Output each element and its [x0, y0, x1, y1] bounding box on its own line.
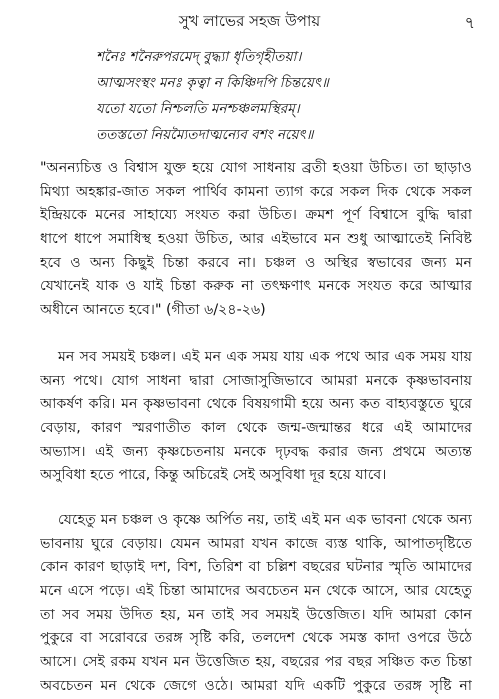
text-line: অভ্যাস। এই জন্য কৃষ্ণচেতনায় মনকে দৃঢ়বদ্ধ করার জন্য প্রথমে অত্যন্ত	[40, 443, 472, 460]
running-title: সুখ লাভের সহজ উপায়	[178, 12, 321, 30]
text-line: কোন কারণ ছাড়াই দশ, বিশ, তিরিশ বা চল্লিশ বছরের ঘটনার স্মৃতি আমাদের	[40, 559, 472, 576]
text-line: অসুবিধা হতে পারে, কিন্তু অচিরেই সেই অসুবিধা দূর হয়ে যাবে।	[40, 467, 387, 484]
text-line: অন্য পথে। যোগ সাধনা দ্বারা সোজাসুজিভাবে আমরা মনকে কৃষ্ণভাবনায়	[40, 372, 472, 389]
text-line: আসে। সেই রকম যখন মন উত্তেজিত হয়, বছরের পর বছর সঞ্চিত কত চিন্তা	[40, 654, 472, 671]
page-number: ৭	[464, 13, 475, 32]
text-line: ইন্দ্রিয়কে মনের সাহায্যে সংযত করা উচিত। ক্রমশ পূর্ণ বিশ্বাসে বুদ্ধি দ্বারা	[40, 207, 472, 224]
text-line: যেখানেই যাক ও যাই চিন্তা করুক না তৎক্ষণাৎ মনকে সংযত করে আত্মার	[40, 278, 472, 295]
verse-line: যতো যতো নিশ্চলতি মনশ্চঞ্চলমস্থিরম্‌।	[96, 101, 300, 117]
text-line: "অনন্যচিত্ত ও বিশ্বাস যুক্ত হয়ে যোগ সাধনায় ব্রতী হওয়া উচিত। তা ছাড়াও	[40, 160, 472, 176]
text-line: আকর্ষণ করি। মন কৃষ্ণভাবনা থেকে বিষয়গামী হয়ে অন্য কত বাহ্যবস্তুতে ঘুরে	[40, 396, 472, 413]
running-header	[0, 8, 499, 36]
sanskrit-verse	[96, 44, 476, 148]
text-line: অধীনে আনতে হবে।" (গীতা ৬/২৪-২৬)	[40, 302, 266, 319]
text-line: অবচেতন মন থেকে জেগে ওঠে। আমরা যদি একটি পুকুরে তরঙ্গ সৃষ্টি না	[40, 677, 472, 694]
text-line: মন সব সময়ই চঞ্চল। এই মন এক সময় যায় এক পথে আর এক সময় যায়	[58, 349, 472, 365]
text-line: হবে ও অন্য কিছুই চিন্তা করবে না। চঞ্চল ও অস্থির স্বভাবের জন্য মন	[40, 254, 472, 271]
text-line: ভাবনায় ঘুরে বেড়ায়। যেমন আমরা যখন কাজে ব্যস্ত থাকি, আপাতদৃষ্টিতে	[40, 535, 472, 552]
text-line: তা সব সময় উদিত হয়, মন তাই সব সময়ই উত্তেজিত। যদি আমরা কোন	[40, 606, 472, 623]
body-paragraph	[40, 509, 472, 699]
verse-line: আত্মসংস্থং মনঃ কৃত্বা ন কিঞ্চিদপি চিন্তয়েৎ॥	[96, 75, 329, 91]
body-paragraph	[40, 346, 472, 488]
translation-paragraph	[40, 157, 472, 323]
verse-line: ততস্ততো নিয়ম্যৈতদাত্মন্যেব বশং নয়েৎ॥	[96, 127, 314, 143]
text-line: পুকুরে বা সরোবরে তরঙ্গ সৃষ্টি করি, তলদেশ থেকে সমস্ত কাদা ওপরে উঠে	[40, 630, 472, 647]
text-line: বেড়ায়, কারণ স্মরণাতীত কাল থেকে জন্ম-জন্মান্তর ধরে এই আমাদের	[40, 420, 472, 437]
verse-line: শনৈঃ শনৈরুপরমেদ্‌ বুদ্ধ্যা ধৃতিগৃহীতয়া।	[96, 49, 302, 65]
text-line: মনে এসে পড়ে। এই চিন্তা আমাদের অবচেতন মন থেকে আসে, আর যেহেতু	[40, 583, 472, 600]
text-line: যেহেতু মন চঞ্চল ও কৃষ্ণে অর্পিত নয়, তাই এই মন এক ভাবনা থেকে অন্য	[58, 512, 472, 528]
text-line: ধাপে ধাপে সমাধিস্থ হওয়া উচিত, আর এইভাবে মন শুধু আত্মাতেই নিবিষ্ট	[40, 231, 472, 248]
text-line: মিথ্যা অহঙ্কার-জাত সকল পার্থিব কামনা ত্যাগ করে সকল দিক থেকে সকল	[40, 183, 472, 200]
